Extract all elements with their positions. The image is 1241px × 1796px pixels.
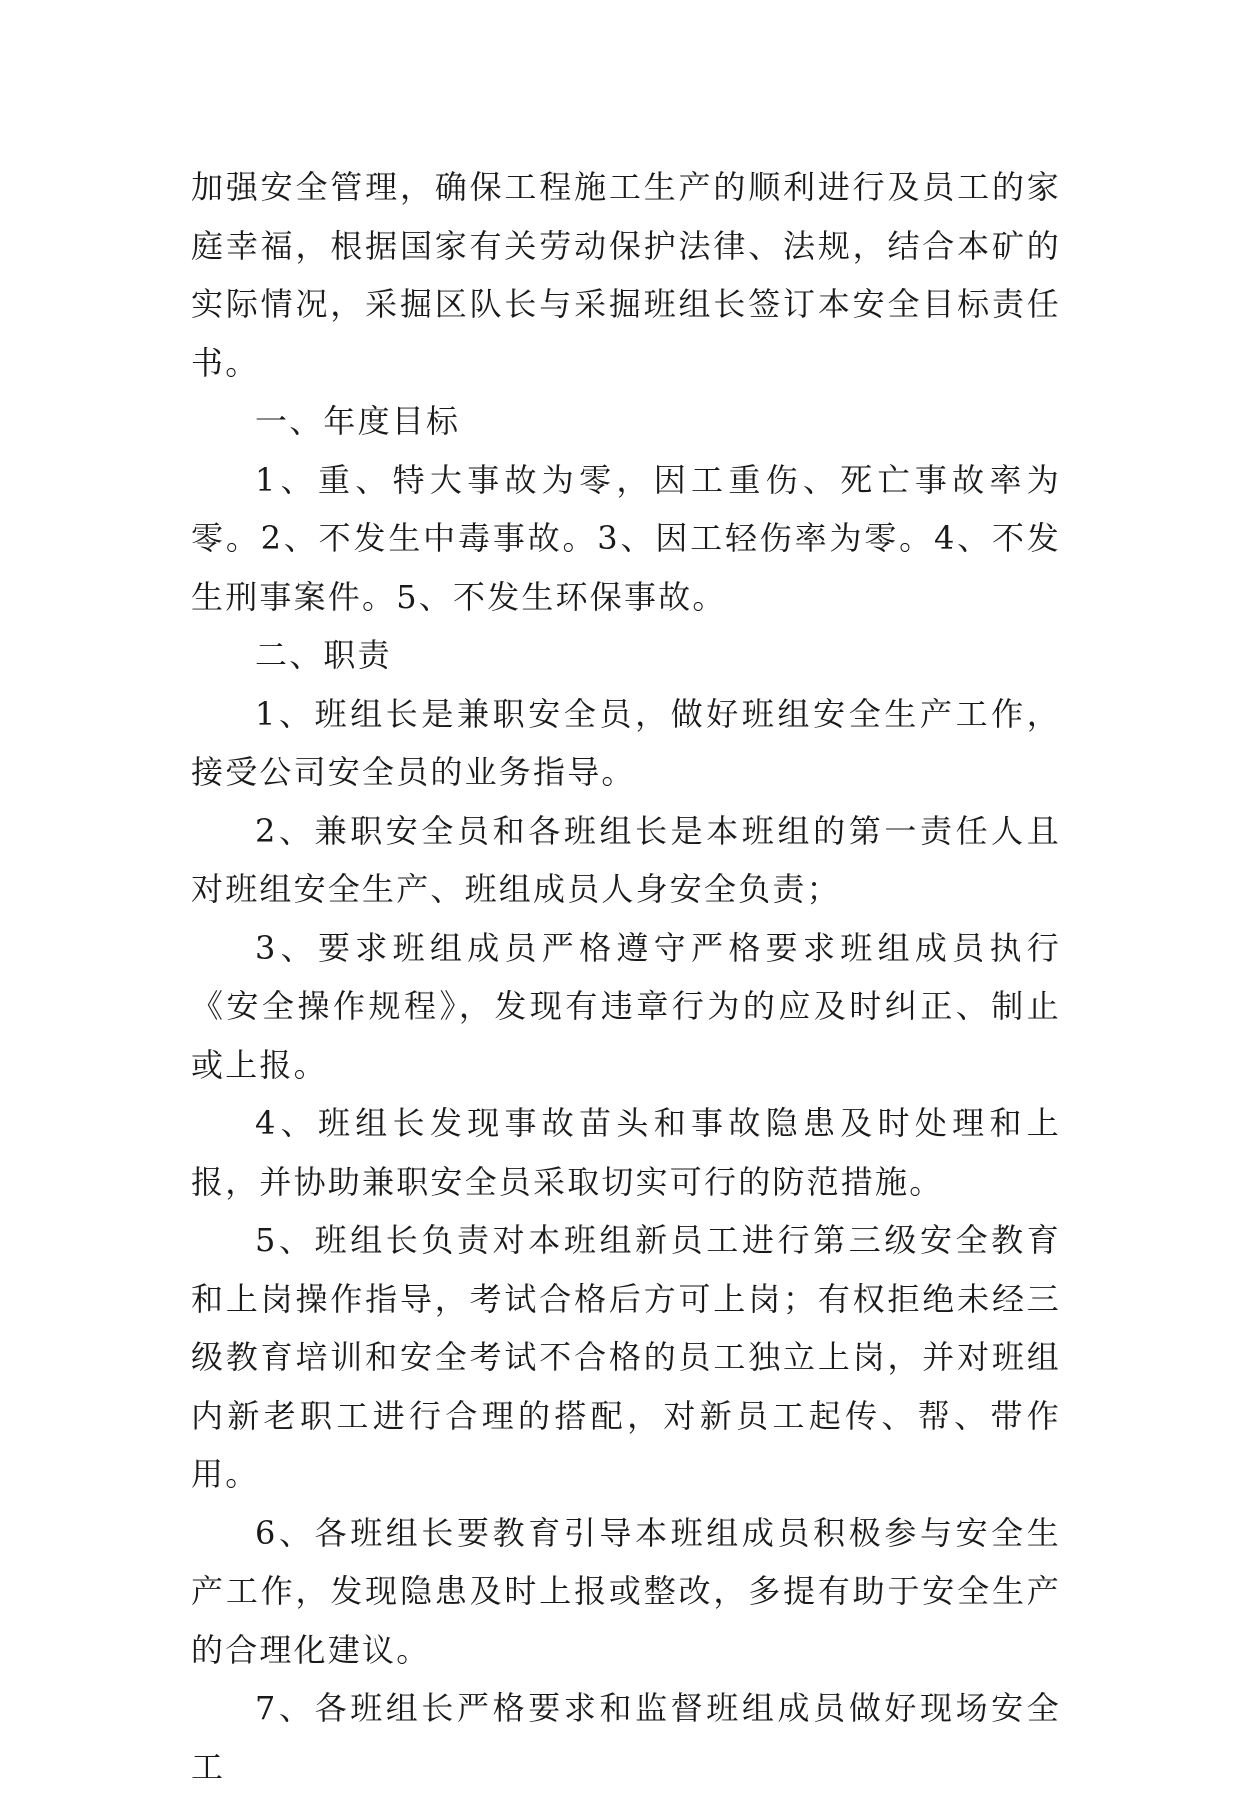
paragraph-duty-7: 7、各班组长严格要求和监督班组成员做好现场安全工 (191, 1689, 1061, 1786)
section-heading-duties: 二、职责 (255, 636, 392, 674)
document-body (191, 158, 1061, 1796)
paragraph-duty-2: 2、兼职安全员和各班组长是本班组的第一责任人且对班组安全生产、班组成员人身安全负责； (191, 811, 1061, 908)
paragraph-intro: 加强安全管理，确保工程施工生产的顺利进行及员工的家庭幸福，根据国家有关劳动保护法律、法规，结合本矿的实际情况，采掘区队长与采掘班组长签订本安全目标责任书。 (191, 168, 1061, 382)
paragraph-duty-6: 6、各班组长要教育引导本班组成员积极参与安全生产工作，发现隐患及时上报或整改，多提有助于安全生产的合理化建议。 (191, 1513, 1061, 1669)
paragraph-duty-1: 1、班组长是兼职安全员，做好班组安全生产工作，接受公司安全员的业务指导。 (191, 694, 1061, 791)
paragraph-duty-4: 4、班组长发现事故苗头和事故隐患及时处理和上报，并协助兼职安全员采取切实可行的防范措施。 (191, 1104, 1061, 1201)
paragraph-goals-list: 1、重、特大事故为零，因工重伤、死亡事故率为零。2、不发生中毒事故。3、因工轻伤率为零。4、不发生刑事案件。5、不发生环保事故。 (191, 460, 1061, 616)
paragraph-duty-3: 3、要求班组成员严格遵守严格要求班组成员执行《安全操作规程》，发现有违章行为的应及时纠正、制止或上报。 (191, 928, 1061, 1084)
section-heading-annual-goals: 一、年度目标 (255, 402, 461, 440)
paragraph-duty-5: 5、班组长负责对本班组新员工进行第三级安全教育和上岗操作指导，考试合格后方可上岗；有权拒绝未经三级教育培训和安全考试不合格的员工独立上岗，并对班组内新老职工进行合理的搭配，对新员工起传、帮、带作用。 (191, 1221, 1061, 1493)
